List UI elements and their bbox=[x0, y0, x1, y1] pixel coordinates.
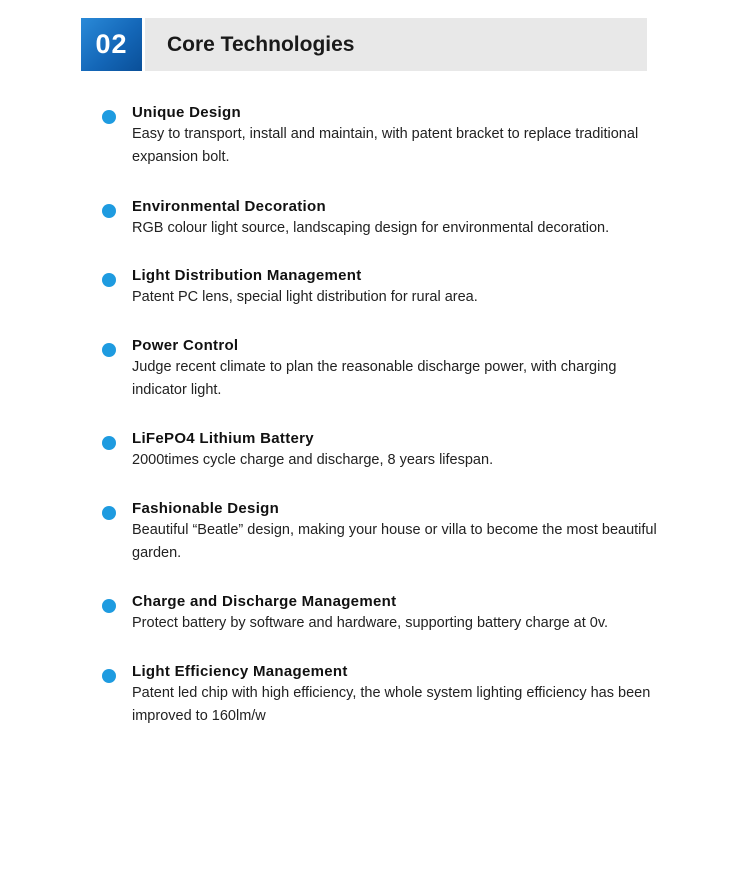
feature-item bbox=[102, 428, 662, 472]
feature-title: Fashionable Design bbox=[132, 500, 280, 517]
feature-title: Power Control bbox=[132, 337, 239, 354]
feature-title: Charge and Discharge Management bbox=[132, 593, 397, 610]
bullet-icon bbox=[102, 110, 116, 124]
feature-item bbox=[102, 265, 662, 309]
bullet-icon bbox=[102, 436, 116, 450]
feature-item bbox=[102, 196, 662, 240]
feature-item bbox=[102, 591, 662, 635]
feature-description: Patent PC lens, special light distribution for rural area. bbox=[132, 289, 478, 305]
feature-item bbox=[102, 102, 662, 169]
feature-item bbox=[102, 335, 662, 402]
bullet-icon bbox=[102, 343, 116, 357]
feature-description: Patent led chip with high efficiency, the whole system lighting efficiency has been improved to 160lm/w bbox=[132, 685, 651, 724]
bullet-icon bbox=[102, 599, 116, 613]
feature-item bbox=[102, 498, 662, 565]
feature-description: Judge recent climate to plan the reasonable discharge power, with charging indicator light. bbox=[132, 359, 617, 398]
feature-title: Unique Design bbox=[132, 104, 241, 121]
feature-title: Environmental Decoration bbox=[132, 198, 326, 215]
feature-title: Light Distribution Management bbox=[132, 267, 362, 284]
bullet-icon bbox=[102, 204, 116, 218]
feature-item bbox=[102, 661, 662, 728]
feature-title: Light Efficiency Management bbox=[132, 663, 348, 680]
feature-title: LiFePO4 Lithium Battery bbox=[132, 430, 314, 447]
feature-description: Easy to transport, install and maintain, with patent bracket to replace traditional expansion bolt. bbox=[132, 126, 639, 165]
feature-description: Protect battery by software and hardware, supporting battery charge at 0v. bbox=[132, 615, 609, 631]
header-divider bbox=[142, 18, 145, 71]
bullet-icon bbox=[102, 273, 116, 287]
section-header bbox=[81, 18, 647, 71]
section-title: Core Technologies bbox=[167, 33, 355, 56]
feature-description: RGB colour light source, landscaping design for environmental decoration. bbox=[132, 220, 610, 236]
feature-description: 2000times cycle charge and discharge, 8 years lifespan. bbox=[132, 452, 494, 468]
bullet-icon bbox=[102, 669, 116, 683]
section-number-badge: 02 bbox=[81, 18, 142, 71]
bullet-icon bbox=[102, 506, 116, 520]
feature-description: Beautiful “Beatle” design, making your house or villa to become the most beautiful garden. bbox=[132, 522, 657, 561]
